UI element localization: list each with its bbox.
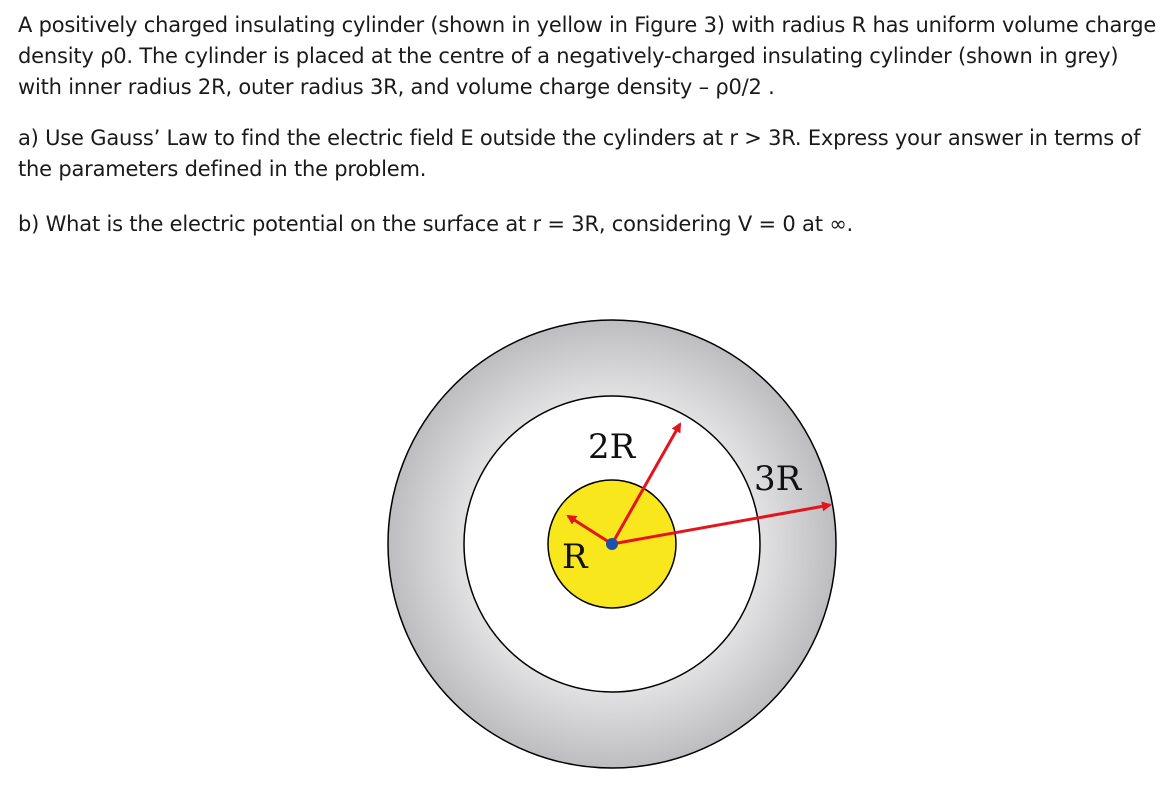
center-dot [606,538,618,550]
problem-intro: A positively charged insulating cylinder (shown in yellow in Figure 3) with radius R has uniform volume charge density ρ0. The cylinder is placed at the centre of a negatively-charged insulating cylinder (shown in grey) with inner radius 2R, outer radius 3R, and volume charge density – ρ0/2 . [18,13,1157,99]
label-3r: 3R [754,459,802,499]
label-r: R [562,537,588,577]
label-2r: 2R [588,427,636,467]
question-a: a) Use Gauss’ Law to find the electric field E outside the cylinders at r > 3R. Express your answer in terms of the parameters defined in the problem. [18,126,1141,181]
question-b: b) What is the electric potential on the surface at r = 3R, considering V = 0 at ∞. [18,212,853,236]
